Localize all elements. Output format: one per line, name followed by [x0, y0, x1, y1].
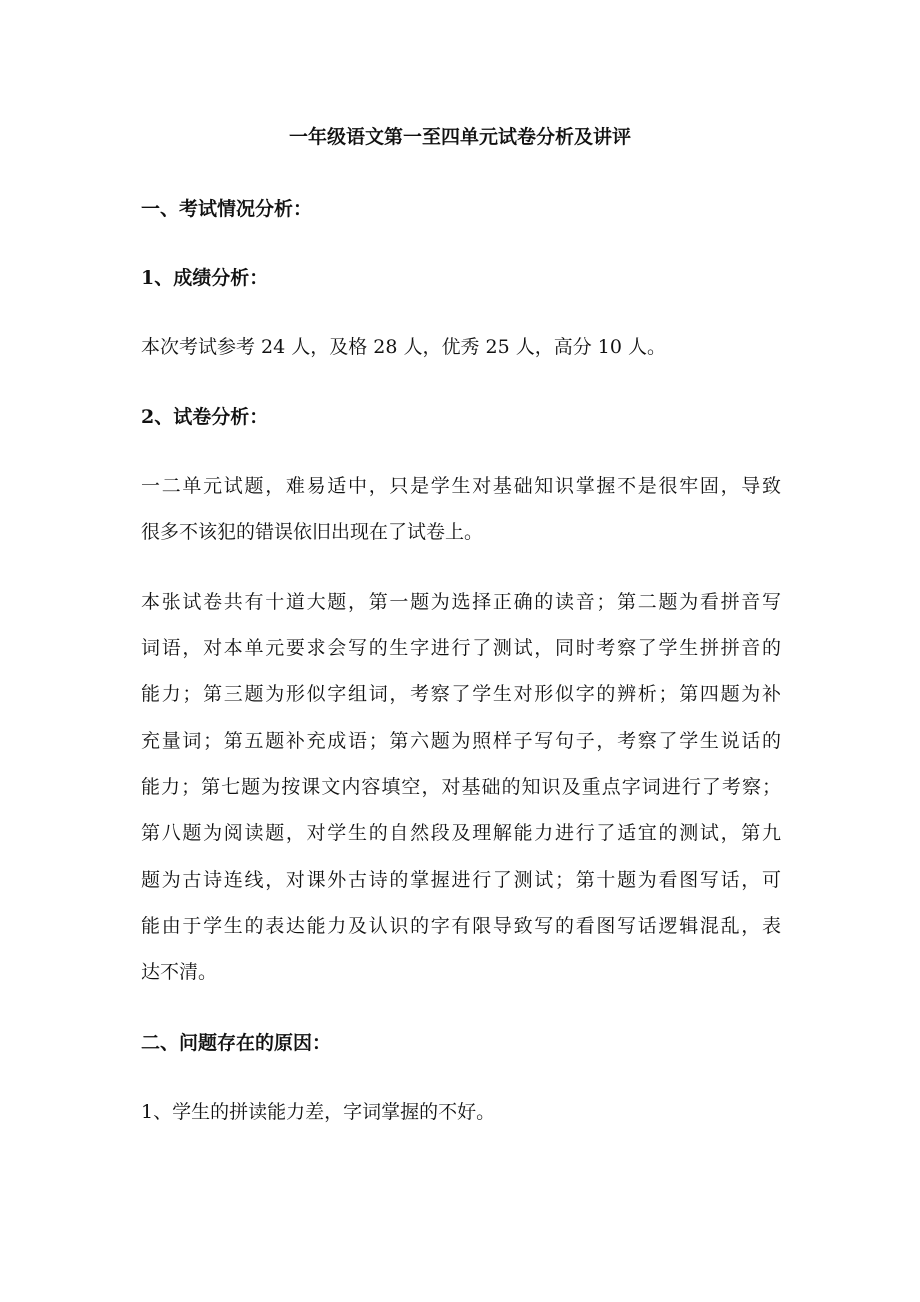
paragraph-line: 本张试卷共有十道大题，第一题为选择正确的读音；第二题为看拼音写: [141, 591, 781, 613]
paragraph-line: 达不清。: [141, 961, 218, 983]
paragraph-line: 能由于学生的表达能力及认识的字有限导致写的看图写话逻辑混乱，表: [141, 915, 781, 937]
subheading-paper-analysis: 2、试卷分析：: [141, 406, 269, 428]
section-heading-exam-analysis: 一、考试情况分析：: [141, 198, 313, 220]
paragraph-line: 词语，对本单元要求会写的生字进行了测试，同时考察了学生拼拼音的: [141, 637, 781, 659]
paragraph-line: 充量词；第五题补充成语；第六题为照样子写句子，考察了学生说话的: [141, 730, 781, 752]
paragraph-line: 能力；第七题为按课文内容填空，对基础的知识及重点字词进行了考察；: [141, 776, 781, 798]
score-summary-text: 本次考试参考 24 人，及格 28 人，优秀 25 人，高分 10 人。: [141, 336, 667, 358]
paragraph-line: 能力；第三题为形似字组词，考察了学生对形似字的辨析；第四题为补: [141, 683, 781, 705]
paragraph-line: 一二单元试题，难易适中，只是学生对基础知识掌握不是很牢固，导致: [141, 475, 781, 497]
document-title: 一年级语文第一至四单元试卷分析及讲评: [288, 126, 631, 148]
paragraph-line: 题为古诗连线，对课外古诗的掌握进行了测试；第十题为看图写话，可: [141, 869, 781, 891]
subheading-score-analysis: 1、成绩分析：: [141, 267, 269, 289]
reason-item: 1、学生的拼读能力差，字词掌握的不好。: [141, 1101, 496, 1123]
section-heading-problem-causes: 二、问题存在的原因：: [141, 1032, 332, 1054]
paragraph-line: 第八题为阅读题，对学生的自然段及理解能力进行了适宜的测试，第九: [141, 822, 781, 844]
paragraph-line: 很多不该犯的错误依旧出现在了试卷上。: [141, 521, 484, 543]
